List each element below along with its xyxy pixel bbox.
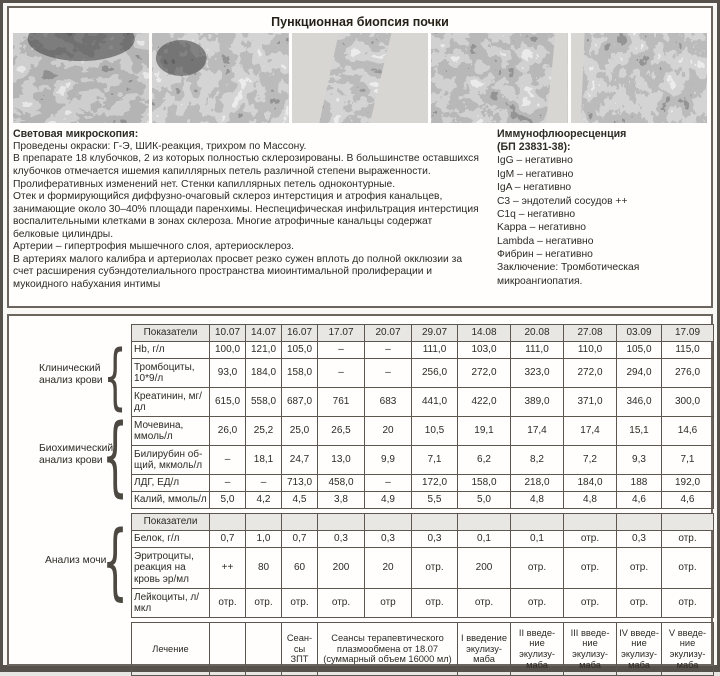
value-cell: 20 — [365, 417, 412, 446]
group-label-clinical: Клинический анализ крови — [39, 363, 103, 387]
table-row — [132, 589, 714, 618]
column-header: Показатели — [132, 514, 210, 531]
value-cell: 687,0 — [282, 388, 318, 417]
value-cell: отр. — [412, 589, 458, 618]
row-label: Лейкоциты, л/мкл — [132, 589, 210, 618]
date-header: 27.08 — [564, 325, 617, 342]
histology-micrograph-3 — [292, 33, 428, 123]
value-cell: 184,0 — [246, 359, 282, 388]
microscopy-paragraph: В препарате 18 клубочков, 2 из которых полностью склерозированы. В большинстве оставшихся клубочков отмечается ишемия капиллярных петель различной степени выраженности. — [13, 153, 479, 178]
treatment-cell: Сеансы терапевтического плазмообмена от 18.07 (суммарный объем 16000 мл) — [318, 623, 458, 676]
table-row — [132, 531, 714, 548]
value-cell: 0,7 — [282, 531, 318, 548]
value-cell: отр. — [318, 589, 365, 618]
value-cell: 26,5 — [318, 417, 365, 446]
value-cell: – — [210, 475, 246, 492]
value-cell: 200 — [458, 548, 511, 589]
value-cell: 256,0 — [412, 359, 458, 388]
microscopy-paragraph: Проведены окраски: Г-Э, ШИК-реакция, трихром по Массону. — [13, 140, 307, 152]
microscopy-paragraph: В артериях малого калибра и артериолах просвет резко сужен вплоть до полной окклюзии за счет расширения субэндотелиального пространства миоинтимальной пролиферации и мукоидного набухания интимы — [13, 253, 463, 290]
date-header: 20.08 — [511, 325, 564, 342]
if-result-line: C3 – эндотелий сосудов ++ — [497, 195, 628, 207]
urine-header-row — [132, 514, 714, 531]
brace-urine: { — [102, 514, 128, 610]
value-cell: 422,0 — [458, 388, 511, 417]
value-cell: 25,2 — [246, 417, 282, 446]
histology-micrograph-2 — [152, 33, 288, 123]
value-cell: 192,0 — [662, 475, 714, 492]
value-cell: 25,0 — [282, 417, 318, 446]
value-cell: 7,1 — [412, 446, 458, 475]
value-cell: отр. — [511, 589, 564, 618]
treatment-cell: III введение экулизумаба — [564, 623, 617, 676]
value-cell: 9,9 — [365, 446, 412, 475]
value-cell: 111,0 — [412, 342, 458, 359]
histology-micrograph-5 — [571, 33, 707, 123]
value-cell: 558,0 — [246, 388, 282, 417]
treatment-cell — [246, 623, 282, 676]
value-cell: 0,3 — [412, 531, 458, 548]
empty-header — [458, 514, 511, 531]
empty-header — [365, 514, 412, 531]
value-cell: отр. — [564, 531, 617, 548]
value-cell: 103,0 — [458, 342, 511, 359]
date-header-row — [132, 325, 714, 342]
value-cell: 158,0 — [282, 359, 318, 388]
value-cell: 111,0 — [511, 342, 564, 359]
value-cell: 60 — [282, 548, 318, 589]
value-cell: 100,0 — [210, 342, 246, 359]
value-cell: 218,0 — [511, 475, 564, 492]
value-cell: 0,7 — [210, 531, 246, 548]
value-cell: 683 — [365, 388, 412, 417]
value-cell: 4,8 — [511, 492, 564, 509]
value-cell: отр. — [412, 548, 458, 589]
value-cell: 93,0 — [210, 359, 246, 388]
value-cell: – — [365, 359, 412, 388]
value-cell: 4,8 — [564, 492, 617, 509]
value-cell: 17,4 — [564, 417, 617, 446]
biopsy-text-columns — [13, 128, 707, 291]
value-cell: 15,1 — [617, 417, 662, 446]
lab-panel — [7, 314, 713, 670]
value-cell: 441,0 — [412, 388, 458, 417]
value-cell: 8,2 — [511, 446, 564, 475]
date-header: 17.07 — [318, 325, 365, 342]
value-cell: отр. — [662, 589, 714, 618]
table-row — [132, 359, 714, 388]
value-cell: 20 — [365, 548, 412, 589]
blood-table — [131, 324, 714, 509]
brace-clinical: { — [103, 334, 127, 418]
value-cell: 6,2 — [458, 446, 511, 475]
value-cell: 14,6 — [662, 417, 714, 446]
value-cell: – — [210, 446, 246, 475]
value-cell: 4,5 — [282, 492, 318, 509]
if-result-line: Фибрин – негативно — [497, 249, 593, 261]
empty-header — [511, 514, 564, 531]
light-microscopy-text — [13, 141, 481, 292]
date-header: 16.07 — [282, 325, 318, 342]
value-cell: 188 — [617, 475, 662, 492]
table-row — [132, 492, 714, 509]
row-label: Билирубин общий, мкмоль/л — [132, 446, 210, 475]
if-result-line: C1q – негативно — [497, 208, 576, 220]
value-cell: отр. — [458, 589, 511, 618]
value-cell: 10,5 — [412, 417, 458, 446]
value-cell: 761 — [318, 388, 365, 417]
treatment-table — [131, 622, 714, 676]
value-cell: 346,0 — [617, 388, 662, 417]
treatment-row — [132, 623, 714, 676]
value-cell: 276,0 — [662, 359, 714, 388]
value-cell: – — [365, 475, 412, 492]
value-cell: 323,0 — [511, 359, 564, 388]
if-result-line: Kappa – негативно — [497, 222, 587, 234]
treatment-cell: II введение экулизумаба — [511, 623, 564, 676]
date-header: 20.07 — [365, 325, 412, 342]
immunofluorescence-section — [489, 128, 707, 291]
value-cell: 121,0 — [246, 342, 282, 359]
value-cell: 7,2 — [564, 446, 617, 475]
microscopy-paragraph: Пролиферативных изменений нет. Стенки капиллярных петель одноконтурные. — [13, 178, 396, 190]
brace-biochemical: { — [101, 405, 129, 507]
date-header: 29.07 — [412, 325, 458, 342]
value-cell: 615,0 — [210, 388, 246, 417]
value-cell: 3,8 — [318, 492, 365, 509]
date-header: 03.09 — [617, 325, 662, 342]
value-cell: 26,0 — [210, 417, 246, 446]
value-cell: 294,0 — [617, 359, 662, 388]
empty-header — [662, 514, 714, 531]
value-cell: 5,0 — [210, 492, 246, 509]
value-cell: 110,0 — [564, 342, 617, 359]
if-result-line: IgM – негативно — [497, 168, 574, 180]
micrograph-strip — [13, 33, 707, 123]
page-title: Пункционная биопсия почки — [271, 15, 449, 29]
value-cell: 115,0 — [662, 342, 714, 359]
value-cell: отр. — [662, 548, 714, 589]
table-row — [132, 388, 714, 417]
value-cell: отр. — [511, 548, 564, 589]
row-label: Hb, г/л — [132, 342, 210, 359]
histology-micrograph-1 — [13, 33, 149, 123]
lab-tables — [131, 324, 715, 676]
empty-header — [210, 514, 246, 531]
empty-header — [564, 514, 617, 531]
value-cell: 713,0 — [282, 475, 318, 492]
value-cell: отр. — [662, 531, 714, 548]
value-cell: 4,6 — [662, 492, 714, 509]
value-cell: 5,0 — [458, 492, 511, 509]
value-cell: 13,0 — [318, 446, 365, 475]
value-cell: 272,0 — [458, 359, 511, 388]
if-result-line: IgG – негативно — [497, 155, 573, 167]
value-cell: 80 — [246, 548, 282, 589]
immunofluorescence-heading: Иммунофлюоресценция (БП 23831-38): — [497, 128, 627, 154]
value-cell: отр. — [246, 589, 282, 618]
value-cell: 1,0 — [246, 531, 282, 548]
value-cell: 4,9 — [365, 492, 412, 509]
value-cell: 0,1 — [458, 531, 511, 548]
light-microscopy-section — [13, 128, 489, 291]
empty-header — [318, 514, 365, 531]
table-row — [132, 548, 714, 589]
value-cell: 200 — [318, 548, 365, 589]
group-label-urine: Анализ мочи — [45, 555, 107, 566]
empty-header — [282, 514, 318, 531]
treatment-cell: Сеансы ЗПТ — [282, 623, 318, 676]
date-header: 17.09 — [662, 325, 714, 342]
date-header: 14.08 — [458, 325, 511, 342]
value-cell: 24,7 — [282, 446, 318, 475]
value-cell: 4,6 — [617, 492, 662, 509]
if-result-line: IgA – негативно — [497, 182, 572, 194]
value-cell: отр. — [282, 589, 318, 618]
value-cell: отр — [365, 589, 412, 618]
value-cell: 458,0 — [318, 475, 365, 492]
value-cell: 105,0 — [617, 342, 662, 359]
value-cell: отр. — [210, 589, 246, 618]
value-cell: 7,1 — [662, 446, 714, 475]
value-cell: 0,1 — [511, 531, 564, 548]
empty-header — [246, 514, 282, 531]
row-label: Белок, г/л — [132, 531, 210, 548]
treatment-label: Лечение — [132, 623, 210, 676]
if-result-line: Заключение: Тромботическая микроангиопатия. — [497, 262, 640, 287]
date-header: 14.07 — [246, 325, 282, 342]
row-label: Мочевина, ммоль/л — [132, 417, 210, 446]
value-cell: 4,2 — [246, 492, 282, 509]
biopsy-panel — [7, 6, 713, 308]
value-cell: 0,3 — [318, 531, 365, 548]
urine-table — [131, 513, 714, 618]
value-cell: 9,3 — [617, 446, 662, 475]
table-row — [132, 417, 714, 446]
row-label: Калий, ммоль/л — [132, 492, 210, 509]
table-row — [132, 475, 714, 492]
row-label: Тромбоциты, 10*9/л — [132, 359, 210, 388]
value-cell: – — [246, 475, 282, 492]
value-cell: отр. — [564, 548, 617, 589]
empty-header — [412, 514, 458, 531]
value-cell: 389,0 — [511, 388, 564, 417]
row-label: Эритроциты, реакция на кровь эр/мл — [132, 548, 210, 589]
value-cell: ++ — [210, 548, 246, 589]
empty-header — [617, 514, 662, 531]
value-cell: 18,1 — [246, 446, 282, 475]
value-cell: 272,0 — [564, 359, 617, 388]
microscopy-paragraph: Артерии – гипертрофия мышечного слоя, артериосклероз. — [13, 241, 295, 253]
microscopy-paragraph: Отек и формирующийся диффузно-очаговый склероз интерстиция и атрофия канальцев, занимающие около 30–40% площади паренхимы. Неспецифическая инфильтрация интерстиция воспалительными клетками в зонах склероза. Многие атрофичные канальцы содержат белковые цилиндры. — [13, 191, 479, 240]
value-cell: – — [318, 359, 365, 388]
value-cell: 371,0 — [564, 388, 617, 417]
histology-micrograph-4 — [431, 33, 567, 123]
value-cell: 5,5 — [412, 492, 458, 509]
row-label: ЛДГ, ЕД/л — [132, 475, 210, 492]
value-cell: отр. — [617, 548, 662, 589]
value-cell: 0,3 — [617, 531, 662, 548]
value-cell: отр. — [617, 589, 662, 618]
table-row — [132, 342, 714, 359]
treatment-cell: IV введение экулизумаба — [617, 623, 662, 676]
value-cell: 0,3 — [365, 531, 412, 548]
date-header: 10.07 — [210, 325, 246, 342]
treatment-cell — [210, 623, 246, 676]
value-cell: – — [365, 342, 412, 359]
column-header: Показатели — [132, 325, 210, 342]
group-label-biochemical: Биохимический анализ крови — [39, 443, 114, 467]
treatment-cell: V введение экулизумаба — [662, 623, 714, 676]
value-cell: 300,0 — [662, 388, 714, 417]
if-result-line: Lambda – негативно — [497, 235, 594, 247]
value-cell: 172,0 — [412, 475, 458, 492]
value-cell: 184,0 — [564, 475, 617, 492]
light-microscopy-heading: Световая микроскопия: — [13, 128, 139, 140]
immunofluorescence-results — [497, 154, 707, 288]
treatment-cell: I введение экулизумаба — [458, 623, 511, 676]
value-cell: 105,0 — [282, 342, 318, 359]
value-cell: – — [318, 342, 365, 359]
group-labels — [9, 316, 129, 664]
value-cell: 158,0 — [458, 475, 511, 492]
value-cell: 17,4 — [511, 417, 564, 446]
value-cell: 19,1 — [458, 417, 511, 446]
table-row — [132, 446, 714, 475]
row-label: Креатинин, мг/дл — [132, 388, 210, 417]
value-cell: отр. — [564, 589, 617, 618]
